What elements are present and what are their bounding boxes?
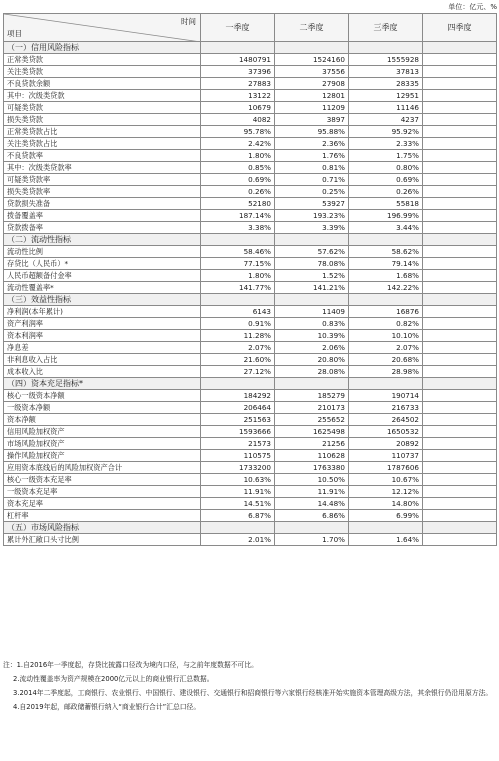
table-row <box>4 426 497 438</box>
section-empty-cell <box>275 378 349 390</box>
row-label: 成本收入比 <box>4 366 201 378</box>
section-empty-cell <box>275 234 349 246</box>
cell-q4 <box>423 90 497 102</box>
cell-q3: 20892 <box>349 438 423 450</box>
cell-q3: 16876 <box>349 306 423 318</box>
section-empty-cell <box>201 378 275 390</box>
header-q1: 一季度 <box>201 14 275 42</box>
cell-q1: 0.85% <box>201 162 275 174</box>
cell-q2: 210173 <box>275 402 349 414</box>
header-time-label: 时间 <box>181 17 196 26</box>
cell-q4 <box>423 366 497 378</box>
cell-q3: 20.68% <box>349 354 423 366</box>
row-label: 净息差 <box>4 342 201 354</box>
cell-q1: 1480791 <box>201 54 275 66</box>
cell-q3: 0.82% <box>349 318 423 330</box>
cell-q4 <box>423 282 497 294</box>
row-label: 流动性覆盖率* <box>4 282 201 294</box>
cell-q4 <box>423 498 497 510</box>
row-label: 资本净额 <box>4 414 201 426</box>
cell-q2: 1524160 <box>275 54 349 66</box>
row-label: 一级资本净额 <box>4 402 201 414</box>
cell-q4 <box>423 390 497 402</box>
cell-q3: 216733 <box>349 402 423 414</box>
cell-q1: 2.42% <box>201 138 275 150</box>
cell-q1: 187.14% <box>201 210 275 222</box>
row-label: 流动性比例 <box>4 246 201 258</box>
cell-q1: 11.28% <box>201 330 275 342</box>
cell-q2: 1.52% <box>275 270 349 282</box>
cell-q4 <box>423 438 497 450</box>
table-row <box>4 270 497 282</box>
cell-q3: 196.99% <box>349 210 423 222</box>
cell-q2: 11409 <box>275 306 349 318</box>
section-empty-cell <box>349 234 423 246</box>
section-title: （三）效益性指标 <box>4 294 201 306</box>
table-row <box>4 450 497 462</box>
section-title: （一）信用风险指标 <box>4 42 201 54</box>
row-label: 核心一级资本净额 <box>4 390 201 402</box>
cell-q3: 28.98% <box>349 366 423 378</box>
table-row <box>4 54 497 66</box>
table-row <box>4 258 497 270</box>
cell-q2: 0.71% <box>275 174 349 186</box>
cell-q2: 10.39% <box>275 330 349 342</box>
section-empty-cell <box>349 378 423 390</box>
table-row <box>4 462 497 474</box>
cell-q2: 6.86% <box>275 510 349 522</box>
cell-q1: 1593666 <box>201 426 275 438</box>
row-label: 损失类贷款率 <box>4 186 201 198</box>
row-label: 贷款拨备率 <box>4 222 201 234</box>
unit-label: 单位：亿元、% <box>448 3 497 11</box>
cell-q4 <box>423 246 497 258</box>
footnote-3: 3.2014年二季度起，工商银行、农业银行、中国银行、建设银行、交通银行和招商银行等六家银行经核准开始实施资本管理高级方法，其余银行仍沿用原方法。 <box>13 689 493 697</box>
cell-q1: 0.26% <box>201 186 275 198</box>
cell-q2: 57.62% <box>275 246 349 258</box>
table-row <box>4 534 497 546</box>
cell-q1: 6.87% <box>201 510 275 522</box>
section-row <box>4 42 497 54</box>
cell-q3: 142.22% <box>349 282 423 294</box>
cell-q2: 193.23% <box>275 210 349 222</box>
cell-q1: 11.91% <box>201 486 275 498</box>
cell-q2: 20.80% <box>275 354 349 366</box>
cell-q3: 1.64% <box>349 534 423 546</box>
section-empty-cell <box>349 42 423 54</box>
header-q2: 二季度 <box>275 14 349 42</box>
cell-q4 <box>423 354 497 366</box>
section-row <box>4 522 497 534</box>
table-row <box>4 306 497 318</box>
table-row <box>4 210 497 222</box>
cell-q4 <box>423 66 497 78</box>
cell-q1: 0.91% <box>201 318 275 330</box>
cell-q1: 141.77% <box>201 282 275 294</box>
footnote-1: 注：1.自2016年一季度起，存贷比披露口径改为境内口径，与之前年度数据不可比。 <box>3 661 258 669</box>
cell-q3: 2.33% <box>349 138 423 150</box>
cell-q4 <box>423 78 497 90</box>
section-empty-cell <box>423 378 497 390</box>
cell-q2: 11.91% <box>275 486 349 498</box>
cell-q2: 11209 <box>275 102 349 114</box>
row-label: 资本利润率 <box>4 330 201 342</box>
cell-q4 <box>423 258 497 270</box>
cell-q2: 95.88% <box>275 126 349 138</box>
diagonal-line <box>4 14 201 42</box>
cell-q3: 95.92% <box>349 126 423 138</box>
bank-indicators-table <box>3 13 497 546</box>
cell-q3: 0.69% <box>349 174 423 186</box>
cell-q2: 1763380 <box>275 462 349 474</box>
section-title: （二）流动性指标 <box>4 234 201 246</box>
cell-q3: 0.80% <box>349 162 423 174</box>
cell-q3: 3.44% <box>349 222 423 234</box>
cell-q4 <box>423 450 497 462</box>
cell-q1: 21.60% <box>201 354 275 366</box>
cell-q4 <box>423 414 497 426</box>
cell-q1: 58.46% <box>201 246 275 258</box>
row-label: 不良贷款率 <box>4 150 201 162</box>
row-label: 正常类贷款占比 <box>4 126 201 138</box>
table-row <box>4 246 497 258</box>
cell-q2: 3897 <box>275 114 349 126</box>
row-label: 人民币超额备付金率 <box>4 270 201 282</box>
table-row <box>4 390 497 402</box>
cell-q4 <box>423 222 497 234</box>
cell-q3: 58.62% <box>349 246 423 258</box>
cell-q2: 21256 <box>275 438 349 450</box>
header-corner-cell <box>4 14 201 42</box>
row-label: 操作风险加权资产 <box>4 450 201 462</box>
cell-q3: 12.12% <box>349 486 423 498</box>
cell-q2: 78.08% <box>275 258 349 270</box>
cell-q4 <box>423 162 497 174</box>
table-row <box>4 354 497 366</box>
footnotes <box>3 658 496 714</box>
cell-q1: 206464 <box>201 402 275 414</box>
cell-q4 <box>423 462 497 474</box>
cell-q1: 27883 <box>201 78 275 90</box>
row-label: 资本充足率 <box>4 498 201 510</box>
row-label: 贷款损失准备 <box>4 198 201 210</box>
section-title: （四）资本充足指标* <box>4 378 201 390</box>
cell-q3: 14.80% <box>349 498 423 510</box>
cell-q4 <box>423 150 497 162</box>
table-row <box>4 150 497 162</box>
cell-q4 <box>423 210 497 222</box>
cell-q1: 184292 <box>201 390 275 402</box>
table-row <box>4 342 497 354</box>
cell-q3: 1555928 <box>349 54 423 66</box>
table-row <box>4 318 497 330</box>
row-label: 拨备覆盖率 <box>4 210 201 222</box>
cell-q2: 1.70% <box>275 534 349 546</box>
cell-q1: 2.01% <box>201 534 275 546</box>
cell-q1: 110575 <box>201 450 275 462</box>
table-row <box>4 198 497 210</box>
table-row <box>4 186 497 198</box>
row-label: 其中：次级类贷款率 <box>4 162 201 174</box>
cell-q4 <box>423 402 497 414</box>
cell-q3: 4237 <box>349 114 423 126</box>
cell-q3: 37813 <box>349 66 423 78</box>
table-row <box>4 102 497 114</box>
table-row <box>4 498 497 510</box>
cell-q3: 10.10% <box>349 330 423 342</box>
cell-q4 <box>423 174 497 186</box>
cell-q2: 3.39% <box>275 222 349 234</box>
row-label: 非利息收入占比 <box>4 354 201 366</box>
cell-q3: 0.26% <box>349 186 423 198</box>
row-label: 杠杆率 <box>4 510 201 522</box>
cell-q4 <box>423 534 497 546</box>
section-empty-cell <box>275 294 349 306</box>
section-empty-cell <box>349 522 423 534</box>
cell-q4 <box>423 138 497 150</box>
section-empty-cell <box>275 42 349 54</box>
cell-q2: 2.06% <box>275 342 349 354</box>
section-empty-cell <box>201 294 275 306</box>
cell-q4 <box>423 486 497 498</box>
cell-q2: 14.48% <box>275 498 349 510</box>
row-label: 不良贷款余额 <box>4 78 201 90</box>
row-label: 正常类贷款 <box>4 54 201 66</box>
row-label: 一级资本充足率 <box>4 486 201 498</box>
header-q4: 四季度 <box>423 14 497 42</box>
cell-q1: 37396 <box>201 66 275 78</box>
cell-q4 <box>423 330 497 342</box>
cell-q4 <box>423 270 497 282</box>
footnote-2: 2.流动性覆盖率为资产规模在2000亿元以上的商业银行汇总数据。 <box>13 675 214 683</box>
row-label: 信用风险加权资产 <box>4 426 201 438</box>
table-row <box>4 114 497 126</box>
cell-q3: 1787606 <box>349 462 423 474</box>
cell-q1: 3.38% <box>201 222 275 234</box>
section-empty-cell <box>201 234 275 246</box>
cell-q3: 2.07% <box>349 342 423 354</box>
section-row <box>4 234 497 246</box>
cell-q1: 95.78% <box>201 126 275 138</box>
row-label: 其中：次级类贷款 <box>4 90 201 102</box>
row-label: 损失类贷款 <box>4 114 201 126</box>
cell-q2: 0.25% <box>275 186 349 198</box>
cell-q4 <box>423 306 497 318</box>
cell-q4 <box>423 474 497 486</box>
cell-q2: 2.36% <box>275 138 349 150</box>
cell-q1: 0.69% <box>201 174 275 186</box>
cell-q1: 4082 <box>201 114 275 126</box>
table-row <box>4 78 497 90</box>
table-row <box>4 486 497 498</box>
section-empty-cell <box>423 42 497 54</box>
table-row <box>4 402 497 414</box>
cell-q3: 264502 <box>349 414 423 426</box>
row-label: 累计外汇敞口头寸比例 <box>4 534 201 546</box>
table-row <box>4 222 497 234</box>
table-row <box>4 66 497 78</box>
table-row <box>4 174 497 186</box>
cell-q3: 1.68% <box>349 270 423 282</box>
table-row <box>4 126 497 138</box>
cell-q4 <box>423 342 497 354</box>
row-label: 存贷比（人民币）* <box>4 258 201 270</box>
table-row <box>4 366 497 378</box>
cell-q1: 77.15% <box>201 258 275 270</box>
cell-q2: 110628 <box>275 450 349 462</box>
cell-q1: 10.63% <box>201 474 275 486</box>
cell-q3: 10.67% <box>349 474 423 486</box>
cell-q1: 6143 <box>201 306 275 318</box>
row-label: 核心一级资本充足率 <box>4 474 201 486</box>
cell-q1: 2.07% <box>201 342 275 354</box>
section-empty-cell <box>201 42 275 54</box>
table-row <box>4 90 497 102</box>
cell-q4 <box>423 54 497 66</box>
header-item-label: 项目 <box>7 29 22 38</box>
cell-q2: 0.83% <box>275 318 349 330</box>
row-label: 应用资本底线后的风险加权资产合计 <box>4 462 201 474</box>
row-label: 净利润(本年累计) <box>4 306 201 318</box>
section-empty-cell <box>423 294 497 306</box>
cell-q2: 10.50% <box>275 474 349 486</box>
cell-q2: 185279 <box>275 390 349 402</box>
cell-q4 <box>423 114 497 126</box>
section-empty-cell <box>349 294 423 306</box>
cell-q1: 13122 <box>201 90 275 102</box>
cell-q4 <box>423 426 497 438</box>
header-row <box>4 14 497 42</box>
row-label: 关注类贷款占比 <box>4 138 201 150</box>
header-q3: 三季度 <box>349 14 423 42</box>
cell-q2: 37556 <box>275 66 349 78</box>
cell-q2: 53927 <box>275 198 349 210</box>
table-row <box>4 510 497 522</box>
cell-q2: 0.81% <box>275 162 349 174</box>
cell-q2: 255652 <box>275 414 349 426</box>
cell-q3: 6.99% <box>349 510 423 522</box>
cell-q1: 251563 <box>201 414 275 426</box>
cell-q1: 21573 <box>201 438 275 450</box>
cell-q4 <box>423 198 497 210</box>
table-row <box>4 282 497 294</box>
section-row <box>4 294 497 306</box>
cell-q3: 1650532 <box>349 426 423 438</box>
cell-q4 <box>423 510 497 522</box>
cell-q4 <box>423 318 497 330</box>
cell-q1: 27.12% <box>201 366 275 378</box>
table-row <box>4 414 497 426</box>
table-row <box>4 330 497 342</box>
table-row <box>4 162 497 174</box>
cell-q2: 1.76% <box>275 150 349 162</box>
cell-q3: 55818 <box>349 198 423 210</box>
row-label: 可疑类贷款率 <box>4 174 201 186</box>
cell-q4 <box>423 186 497 198</box>
cell-q2: 28.08% <box>275 366 349 378</box>
cell-q2: 12801 <box>275 90 349 102</box>
cell-q1: 1733200 <box>201 462 275 474</box>
cell-q1: 1.80% <box>201 150 275 162</box>
cell-q2: 141.21% <box>275 282 349 294</box>
row-label: 可疑类贷款 <box>4 102 201 114</box>
cell-q3: 1.75% <box>349 150 423 162</box>
cell-q4 <box>423 126 497 138</box>
row-label: 市场风险加权资产 <box>4 438 201 450</box>
table-row <box>4 438 497 450</box>
section-title: （五）市场风险指标 <box>4 522 201 534</box>
section-empty-cell <box>275 522 349 534</box>
table-row <box>4 474 497 486</box>
cell-q3: 11146 <box>349 102 423 114</box>
cell-q1: 10679 <box>201 102 275 114</box>
section-empty-cell <box>423 234 497 246</box>
row-label: 关注类贷款 <box>4 66 201 78</box>
cell-q1: 14.51% <box>201 498 275 510</box>
section-empty-cell <box>423 522 497 534</box>
cell-q1: 52180 <box>201 198 275 210</box>
cell-q2: 27908 <box>275 78 349 90</box>
cell-q1: 1.80% <box>201 270 275 282</box>
cell-q3: 79.14% <box>349 258 423 270</box>
footnote-4: 4.自2019年起，邮政储蓄银行纳入“商业银行合计”汇总口径。 <box>13 703 201 711</box>
section-row <box>4 378 497 390</box>
section-empty-cell <box>201 522 275 534</box>
table-row <box>4 138 497 150</box>
cell-q3: 110737 <box>349 450 423 462</box>
cell-q2: 1625498 <box>275 426 349 438</box>
cell-q3: 28335 <box>349 78 423 90</box>
cell-q4 <box>423 102 497 114</box>
cell-q3: 12951 <box>349 90 423 102</box>
row-label: 资产利润率 <box>4 318 201 330</box>
cell-q3: 190714 <box>349 390 423 402</box>
